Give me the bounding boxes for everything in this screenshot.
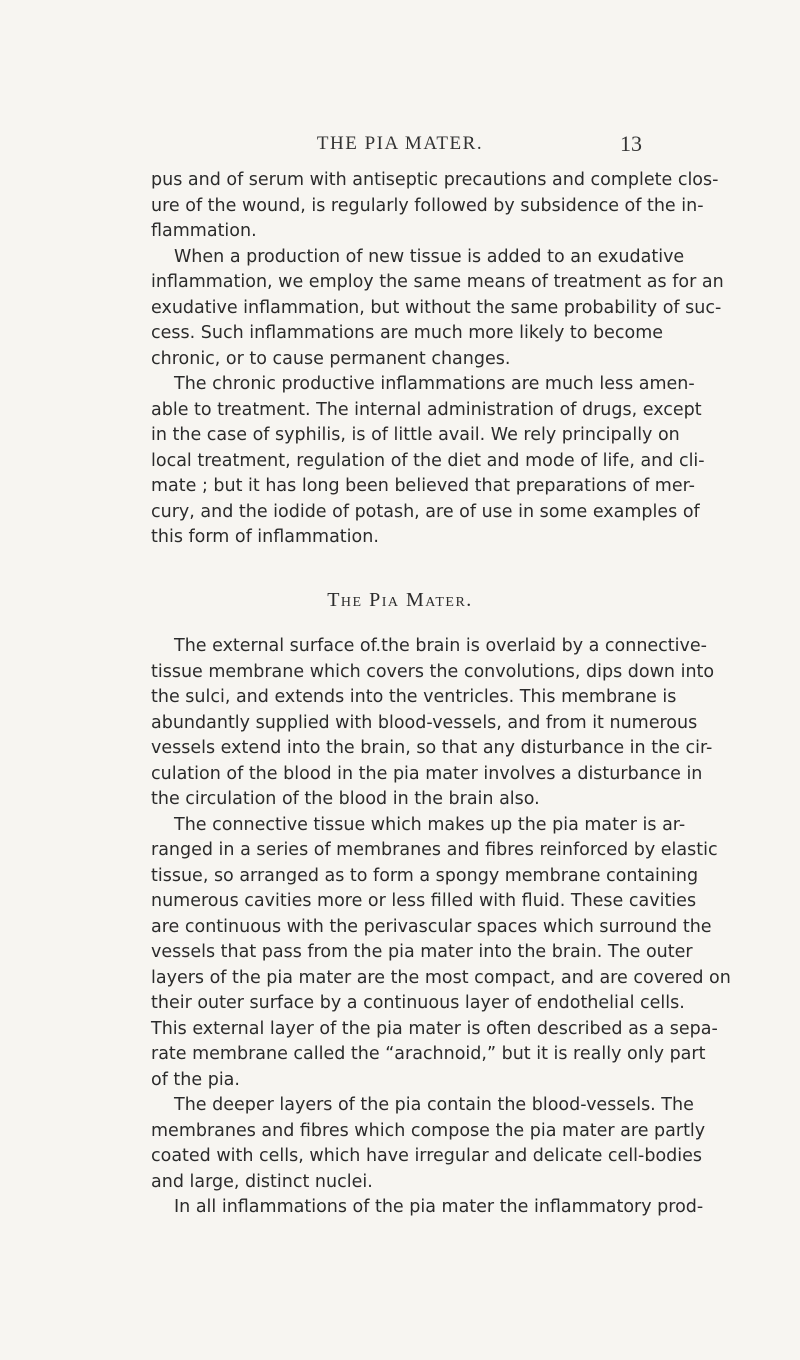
- text-line: ranged in a series of membranes and fibres reinforced by elastic: [151, 840, 718, 860]
- text-line: vessels extend into the brain, so that any disturbance in the cir-: [151, 738, 713, 758]
- running-head: [0, 129, 800, 159]
- text-line: the sulci, and extends into the ventricles. This membrane is: [151, 687, 677, 707]
- text-line: pus and of serum with antiseptic precautions and complete clos-: [151, 170, 719, 190]
- text-line: cess. Such inflammations are much more likely to become: [151, 323, 664, 343]
- text-line: layers of the pia mater are the most compact, and are covered on: [151, 967, 731, 988]
- text-line: local treatment, regulation of the diet and mode of life, and cli-: [151, 450, 705, 471]
- text-line: abundantly supplied with blood-vessels, and from it numerous: [151, 712, 698, 733]
- text-line: exudative inflammation, but without the same probability of suc-: [151, 297, 722, 318]
- text-line: The connective tissue which makes up the pia mater is ar-: [174, 814, 686, 835]
- text-line: their outer surface by a continuous layer of endothelial cells.: [151, 993, 685, 1013]
- text-line: numerous cavities more or less filled with fluid. These cavities: [151, 891, 697, 911]
- running-title: THE PIA MATER.: [316, 133, 484, 154]
- text-line: able to treatment. The internal administration of drugs, except: [151, 399, 702, 420]
- text-line: This external layer of the pia mater is often described as a sepa-: [151, 1018, 718, 1039]
- text-line: inflammation, we employ the same means of treatment as for an: [151, 272, 724, 292]
- text-line: coated with cells, which have irregular and delicate cell-bodies: [151, 1146, 703, 1166]
- text-line: this form of inflammation.: [151, 527, 379, 547]
- text-line: The deeper layers of the pia contain the blood-vessels. The: [174, 1095, 694, 1115]
- text-line: cury, and the iodide of potash, are of use in some examples of: [151, 501, 700, 522]
- text-line: and large, distinct nuclei.: [151, 1171, 373, 1192]
- text-line: The external surface of.the brain is overlaid by a connective-: [174, 636, 707, 656]
- page-number: 13: [620, 131, 642, 156]
- text-line: of the pia.: [151, 1069, 240, 1090]
- text-line: The chronic productive inflammations are much less amen-: [174, 374, 695, 394]
- text-line: tissue, so arranged as to form a spongy membrane containing: [151, 865, 699, 886]
- text-line: membranes and fibres which compose the pia mater are partly: [151, 1120, 706, 1141]
- text-line: rate membrane called the “arachnoid,” but it is really only part: [151, 1044, 706, 1064]
- text-line: tissue membrane which covers the convolutions, dips down into: [151, 661, 715, 682]
- text-line: the circulation of the blood in the brain also.: [151, 789, 540, 809]
- text-line: chronic, or to cause permanent changes.: [151, 348, 511, 369]
- text-line: are continuous with the perivascular spaces which surround the: [151, 916, 712, 937]
- text-line: in the case of syphilis, is of little avail. We rely principally on: [151, 425, 680, 445]
- section-heading: The Pia Mater.: [327, 589, 473, 611]
- text-line: ure of the wound, is regularly followed by subsidence of the in-: [151, 195, 704, 216]
- text-line: When a production of new tissue is added to an exudative: [174, 246, 685, 267]
- text-line: mate ; but it has long been believed that preparations of mer-: [151, 476, 695, 496]
- text-line: In all inflammations of the pia mater the inflammatory prod-: [174, 1197, 704, 1217]
- text-line: flammation.: [151, 221, 257, 241]
- text-line: vessels that pass from the pia mater into the brain. The outer: [151, 942, 693, 962]
- text-line: culation of the blood in the pia mater involves a disturbance in: [151, 763, 703, 784]
